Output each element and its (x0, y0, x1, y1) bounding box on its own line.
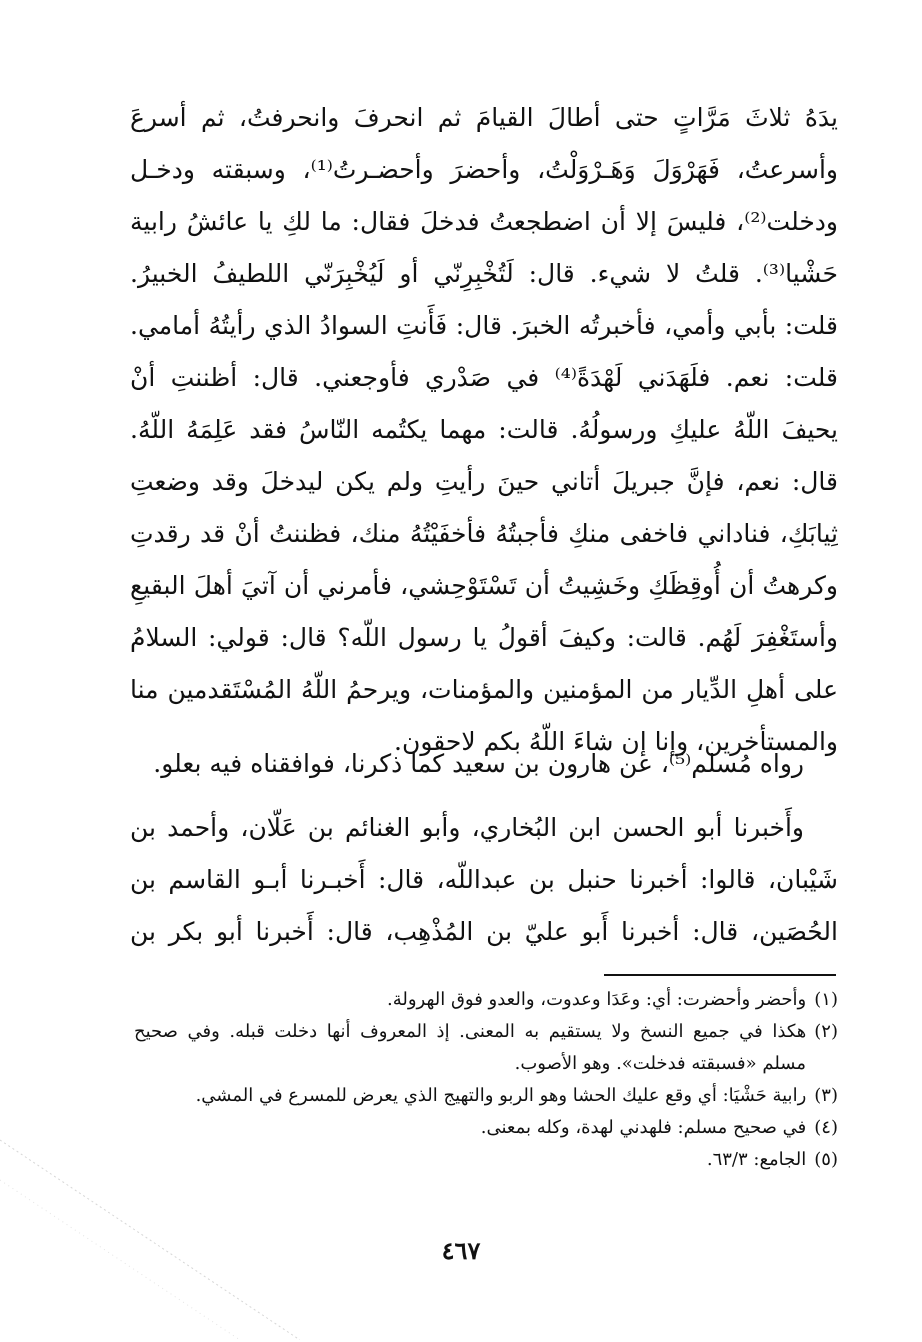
footnote-text: هكذا في جميع النسخ ولا يستقيم به المعنى. إذ المعروف أنها دخلت قبله. وفي صحيح (134, 1021, 807, 1042)
footnote-text: في صحيح مسلم: فلهدني لهدة، وكله بمعنى. (480, 1117, 807, 1138)
text-line: ثِيابَكِ، فناداني فاخفى منكِ فأجبتُهُ فأخفَيْتُهُ منك، فظننتُ أنْ قد رقدتِ (130, 519, 838, 548)
footnote-1 (134, 984, 838, 1016)
text-line: يدَهُ ثلاثَ مَرَّاتٍ حتى أطالَ القيامَ ثم انحرفَ وانحرفتُ، ثم أسرعَ (130, 103, 838, 132)
text-line: والمستأخرين، وإنا إن شاءَ اللّهُ بكم لاحقون. (394, 727, 838, 756)
text-line: وأَخبرنا أبو الحسن ابن البُخاري، وأبو الغنائم بن عَلّان، وأحمد بن (130, 813, 804, 842)
text-line: قلت: بأبي وأمي، فأخبرتُه الخبرَ. قال: فَأَنتِ السوادُ الذي رأيتُهُ أمامي. (130, 311, 838, 340)
text-line: وأستَغْفِرَ لَهُم. قالت: وكيفَ أقولُ يا رسول اللّه؟ قال: قولي: السلامُ (130, 623, 838, 652)
footnote-text: رابية حَشْيَا: أي وقع عليك الحشا وهو الربو والتهيج الذي يعرض للمسرع في المشي. (195, 1085, 807, 1106)
footnote-number: (٣) (814, 1085, 838, 1106)
text-line: قلت: نعم. فلَهَدَني لَهْدَةً⁽⁴⁾ في صَدْري فأوجعني. قال: أظننتِ أنْ (130, 363, 838, 392)
text-line: حَشْيا⁽³⁾. قلتُ لا شيء. قال: لَتُخْبِرِنّي أو لَيُخْبِرَنّي اللطيفُ الخبيرُ. (130, 259, 838, 288)
scan-edge-shadow (0, 1120, 300, 1340)
footnote-number: (٥) (814, 1149, 838, 1170)
footnote-number: (١) (814, 989, 838, 1010)
footnote-text: الجامع: ٦٣/٣. (706, 1149, 807, 1170)
footnote-2-continued: مسلم «فسبقته فدخلت». وهو الأصوب. (514, 1053, 806, 1074)
text-line: على أهلِ الدِّيار من المؤمنين والمؤمنات، ويرحمُ اللّهُ المُسْتَقدمين منا (130, 675, 838, 704)
footnote-number: (٤) (814, 1117, 838, 1138)
footnote-3 (134, 1080, 838, 1112)
text-line: يحيفَ اللّهُ عليكِ ورسولُهُ. قالت: مهما يكتُمه النّاسُ فقد عَلِمَهُ اللّهُ. (130, 415, 838, 444)
text-line: قال: نعم، فإنَّ جبريلَ أتاني حينَ رأيتِ ولم يكن ليدخلَ وقد وضعتِ (130, 467, 838, 496)
footnote-2 (134, 1016, 838, 1048)
text-line: ودخلت⁽²⁾، فليسَ إلا أن اضطجعتُ فدخلَ فقال: ما لكِ يا عائشُ رابية (130, 207, 838, 236)
text-line: رواه مُسلم⁽⁵⁾، عن هارون بن سعيد كما ذكرنا، فوافقناه فيه بعلو. (153, 749, 804, 778)
narration-paragraph (130, 738, 838, 790)
text-line: الحُصَين، قال: أخبرنا أَبو عليّ بن المُذْهِب، قال: أَخبرنا أبو بكر بن (130, 917, 838, 946)
footnote-number: (٢) (814, 1021, 838, 1042)
text-line: وأسرعتُ، فَهَرْوَلَ وَهَـرْوَلْتُ، وأحضرَ وأحضـرتُ⁽¹⁾، وسبقته ودخـل (130, 155, 838, 184)
chain-paragraph (130, 802, 838, 958)
text-line: وكرهتُ أن أُوقِظَكِ وخَشِيتُ أن تَسْتَوْحِشي، فأمرني أن آتيَ أهلَ البقيعِ (130, 571, 838, 600)
page-number: ٤٦٧ (441, 1236, 481, 1265)
main-paragraph (130, 92, 838, 768)
footnote-separator (604, 974, 836, 976)
text-line: شَيْبان، قالوا: أخبرنا حنبل بن عبداللّه، قال: أَخبـرنا أبـو القاسم بن (130, 865, 838, 894)
footnote-text: وأحضر وأحضرت: أي: وعَدَا وعدوت، والعدو فوق الهرولة. (386, 989, 807, 1010)
